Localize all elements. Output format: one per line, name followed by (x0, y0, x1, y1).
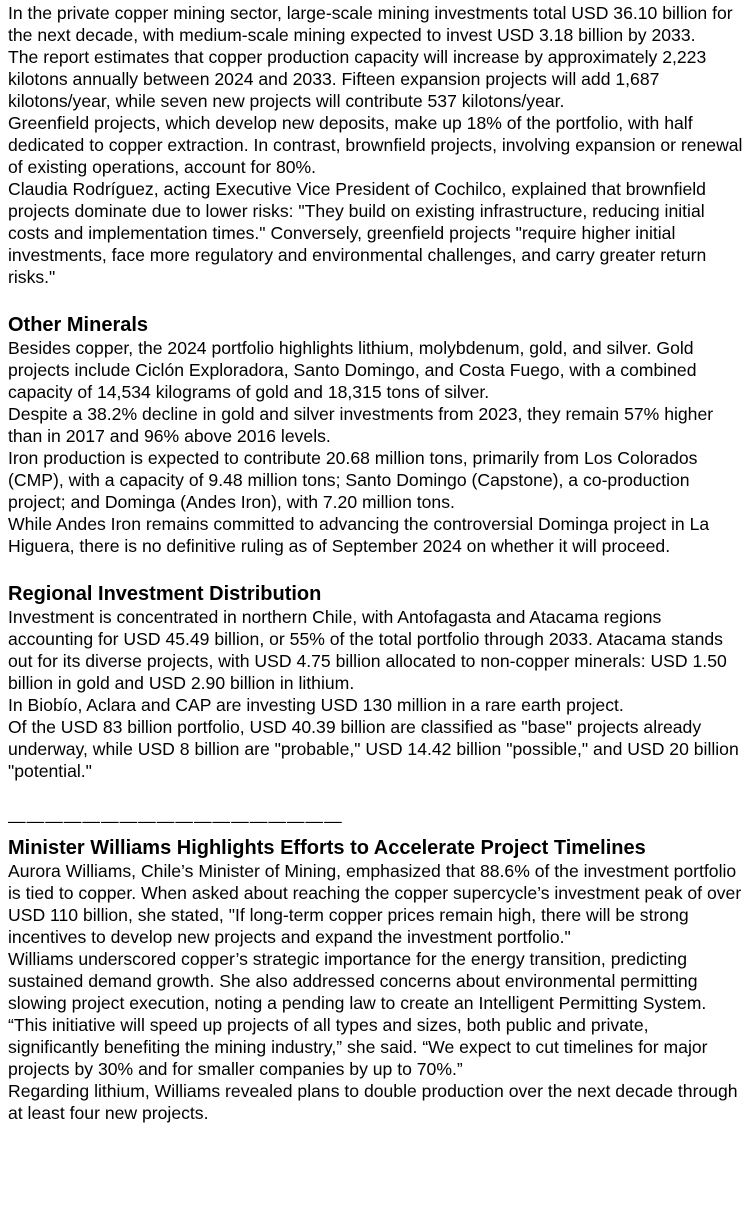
paragraph: Greenfield projects, which develop new deposits, make up 18% of the portfolio, with half dedicated to copper extraction. In contrast, brownfield projects, involving expansion or renewal of existing operations, account for 80%. (8, 113, 743, 177)
paragraph: Besides copper, the 2024 portfolio highlights lithium, molybdenum, gold, and silver. Gold projects include Ciclón Exploradora, Santo Domingo, and Costa Fuego, with a combined capacity of 14,534 kilograms of gold and 18,315 tons of silver. (8, 338, 697, 402)
section-spacer (8, 557, 744, 582)
paragraph: In Biobío, Aclara and CAP are investing USD 130 million in a rare earth project. (8, 695, 624, 715)
paragraph: “This initiative will speed up projects of all types and sizes, both public and private, significantly benefiting the mining industry,” she said. “We expect to cut timelines for major projects by 30% and for smaller companies by up to 70%.” (8, 1015, 708, 1079)
section-heading: Minister Williams Highlights Efforts to Accelerate Project Timelines (8, 837, 646, 859)
minister-williams-section (8, 836, 744, 1124)
paragraph: Claudia Rodríguez, acting Executive Vice President of Cochilco, explained that brownfield projects dominate due to lower risks: "They build on existing infrastructure, reducing initial costs and implementation times." Conversely, greenfield projects "require higher initial investments, face more regulatory and environmental challenges, and carry greater return risks." (8, 179, 707, 287)
paragraph: In the private copper mining sector, large-scale mining investments total USD 36.10 billion for the next decade, with medium-scale mining expected to invest USD 3.18 billion by 2033. (8, 3, 733, 45)
section-heading: Regional Investment Distribution (8, 583, 322, 605)
paragraph: Despite a 38.2% decline in gold and silver investments from 2023, they remain 57% higher than in 2017 and 96% above 2016 levels. (8, 404, 714, 446)
paragraph: Investment is concentrated in northern Chile, with Antofagasta and Atacama regions accounting for USD 45.49 billion, or 55% of the total portfolio through 2033. Atacama stands out for its diverse projects, with USD 4.75 billion allocated to non-copper minerals: USD 1.50 billion in gold and USD 2.90 billion in lithium. (8, 607, 727, 693)
paragraph: Aurora Williams, Chile’s Minister of Mining, emphasized that 88.6% of the investment portfolio is tied to copper. When asked about reaching the copper supercycle’s investment peak of over USD 110 billion, she stated, "If long-term copper prices remain high, there will be strong incentives to develop new projects and expand the investment portfolio." (8, 861, 742, 947)
paragraph: Iron production is expected to contribute 20.68 million tons, primarily from Los Colorados (CMP), with a capacity of 9.48 million tons; Santo Domingo (Capstone), a co-production project; and Dominga (Andes Iron), with 7.20 million tons. (8, 448, 698, 512)
section-spacer (8, 288, 744, 313)
paragraph: Williams underscored copper’s strategic importance for the energy transition, predicting sustained demand growth. She also addressed concerns about environmental permitting slowing project execution, noting a pending law to create an Intelligent Permitting System. (8, 949, 707, 1013)
paragraph: Regarding lithium, Williams revealed plans to double production over the next decade through at least four new projects. (8, 1081, 738, 1123)
paragraph: While Andes Iron remains committed to advancing the controversial Dominga project in La Higuera, there is no definitive ruling as of September 2024 on whether it will proceed. (8, 514, 710, 556)
paragraph: Of the USD 83 billion portfolio, USD 40.39 billion are classified as "base" projects already underway, while USD 8 billion are "probable," USD 14.42 billion "possible," and USD 20 billion "potential." (8, 717, 739, 781)
paragraph: The report estimates that copper production capacity will increase by approximately 2,223 kilotons annually between 2024 and 2033. Fifteen expansion projects will add 1,687 kilotons/year, while seven new projects will contribute 537 kilotons/year. (8, 47, 707, 111)
intro-section (8, 2, 744, 288)
regional-investment-section (8, 582, 744, 782)
section-divider: —————————————————— (8, 811, 343, 831)
section-heading: Other Minerals (8, 314, 149, 336)
other-minerals-section (8, 313, 744, 557)
